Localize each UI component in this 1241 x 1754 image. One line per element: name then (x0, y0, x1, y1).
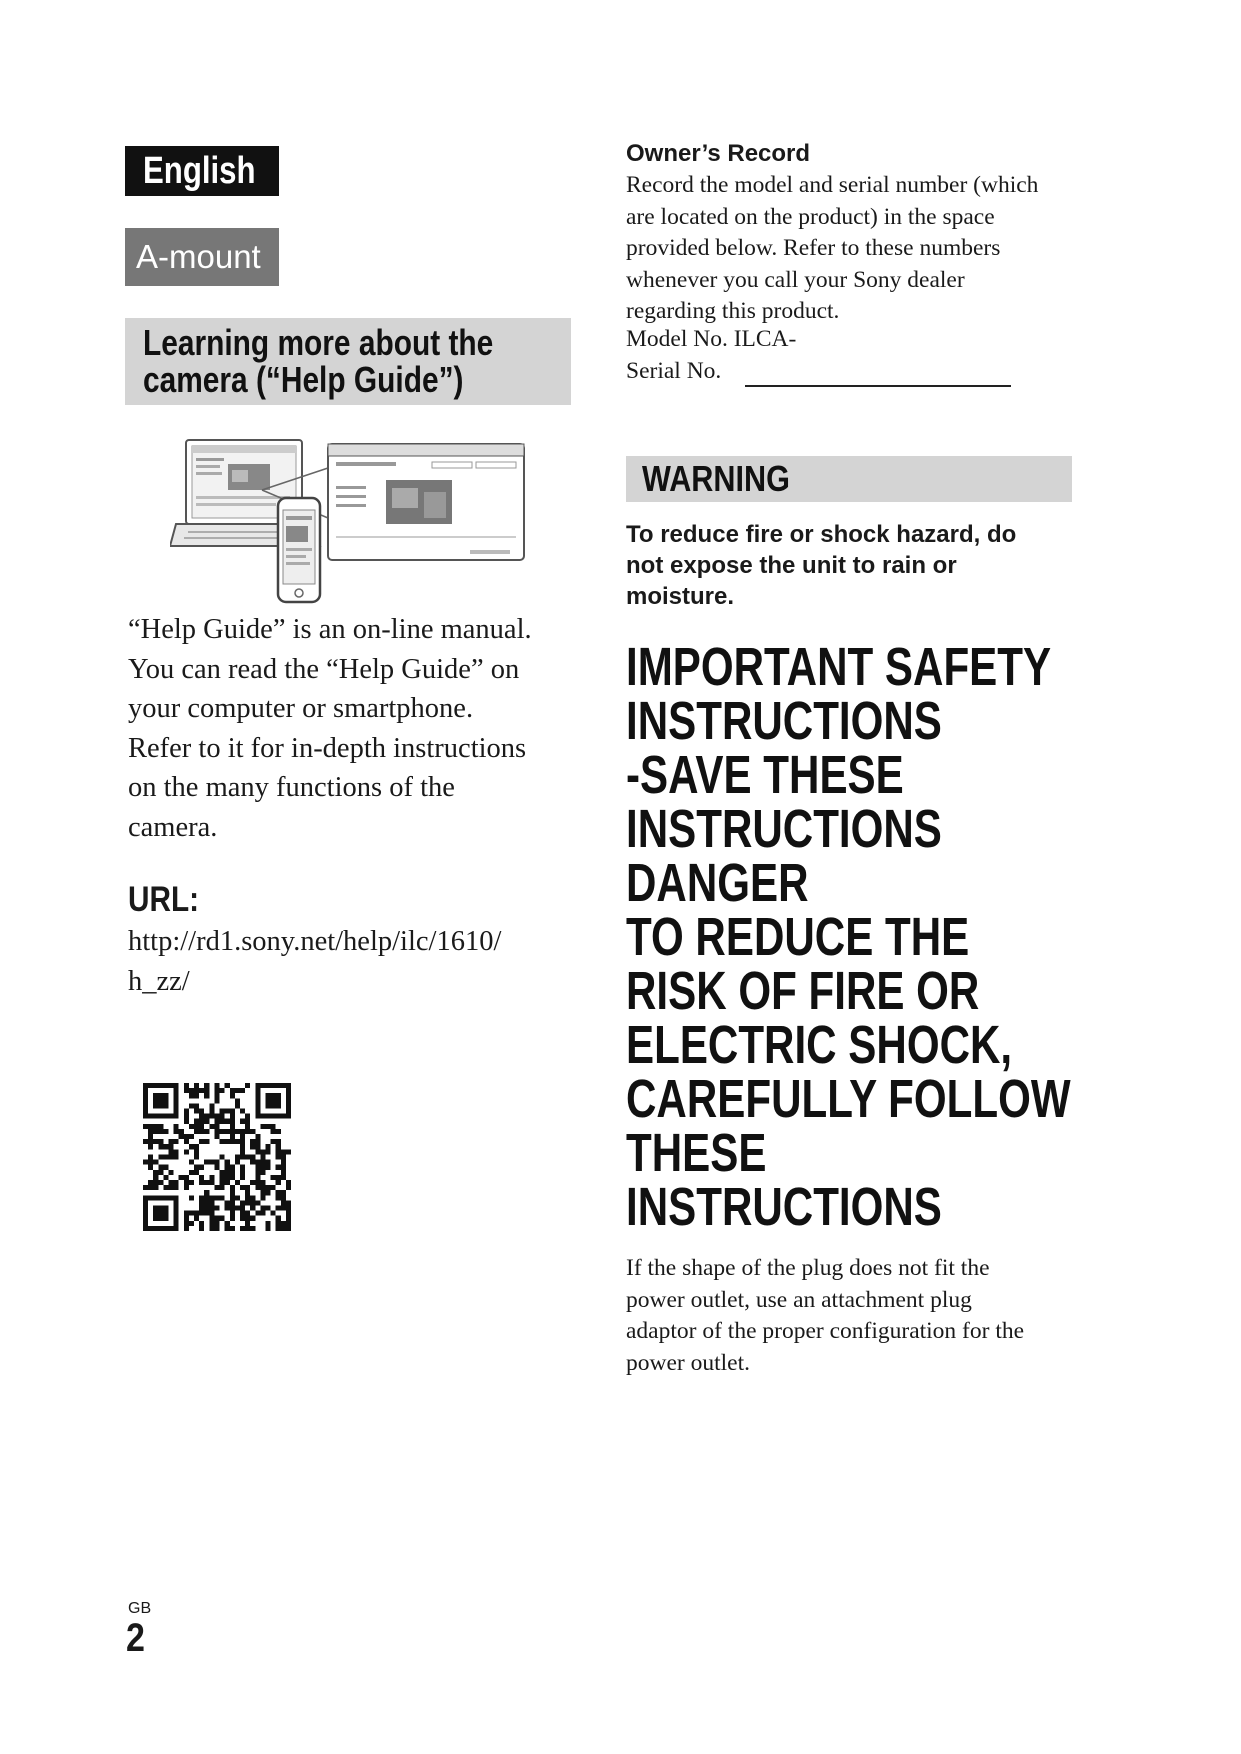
page-number: 2 (126, 1616, 145, 1660)
help-desc-line: You can read the “Help Guide” on (128, 653, 520, 685)
help-guide-heading (125, 318, 571, 405)
safety-line: TO REDUCE THE (626, 907, 970, 967)
url-line-1: http://rd1.sony.net/help/ilc/1610/ (128, 926, 502, 957)
serial-number-label: Serial No. (626, 358, 722, 384)
help-desc-line: Refer to it for in-depth instructions (128, 732, 527, 764)
owner-body-line: Record the model and serial number (which (626, 172, 1039, 198)
url-line-2: h_zz/ (128, 965, 190, 997)
region-code: GB (128, 1600, 152, 1617)
safety-line: RISK OF FIRE OR (626, 961, 980, 1021)
qr-code-icon (143, 1083, 291, 1231)
warning-banner-label: WARNING (642, 458, 790, 499)
plug-text-line: If the shape of the plug does not fit the (626, 1255, 990, 1281)
help-guide-description (128, 610, 583, 847)
help-guide-url[interactable] (128, 922, 568, 1001)
plug-text-line: adaptor of the proper configuration for the (626, 1318, 1025, 1344)
owner-body-line: provided below. Refer to these numbers (626, 235, 1001, 261)
help-desc-line: “Help Guide” is an on-line manual. (128, 614, 532, 645)
warning-text-line: moisture. (626, 583, 735, 610)
safety-line: THESE (626, 1123, 767, 1183)
serial-number-blank-line (745, 385, 1011, 387)
owner-body-line: are located on the product) in the space (626, 203, 995, 230)
mount-tab (125, 228, 279, 286)
help-heading-line-1: Learning more about the (143, 322, 494, 363)
language-tab (125, 146, 279, 196)
warning-text-line: To reduce fire or shock hazard, do (626, 521, 1017, 548)
mount-tab-label: A-mount (136, 238, 261, 275)
important-safety-instructions (626, 637, 1186, 1237)
owners-record-body (626, 170, 1076, 328)
safety-line: ELECTRIC SHOCK, (626, 1015, 1013, 1075)
help-desc-line: on the many functions of the (128, 772, 455, 803)
safety-line: INSTRUCTIONS (626, 1177, 942, 1237)
warning-banner (626, 456, 1072, 502)
plug-adaptor-note (626, 1253, 1076, 1379)
plug-text-line: power outlet. (626, 1349, 750, 1376)
model-number-line: Model No. ILCA- (626, 326, 797, 352)
url-label: URL: (128, 880, 200, 919)
warning-text-line: not expose the unit to rain or (626, 552, 957, 579)
safety-line: CAREFULLY FOLLOW (626, 1069, 1071, 1129)
owner-body-line: whenever you call your Sony dealer (626, 266, 965, 293)
safety-line: DANGER (626, 853, 809, 913)
owners-record-title: Owner’s Record (626, 140, 811, 167)
help-desc-line: camera. (128, 811, 218, 843)
safety-line: IMPORTANT SAFETY (626, 637, 1052, 697)
warning-text (626, 519, 1076, 612)
help-heading-line-2: camera (“Help Guide”) (143, 359, 464, 400)
safety-line: INSTRUCTIONS (626, 799, 942, 859)
safety-line: INSTRUCTIONS (626, 691, 942, 751)
laptop-smartphone-help-guide-illustration (170, 438, 530, 606)
language-tab-label: English (143, 150, 256, 192)
owner-body-line: regarding this product. (626, 298, 840, 324)
help-desc-line: your computer or smartphone. (128, 693, 474, 724)
safety-line: -SAVE THESE (626, 745, 904, 805)
plug-text-line: power outlet, use an attachment plug (626, 1286, 972, 1313)
